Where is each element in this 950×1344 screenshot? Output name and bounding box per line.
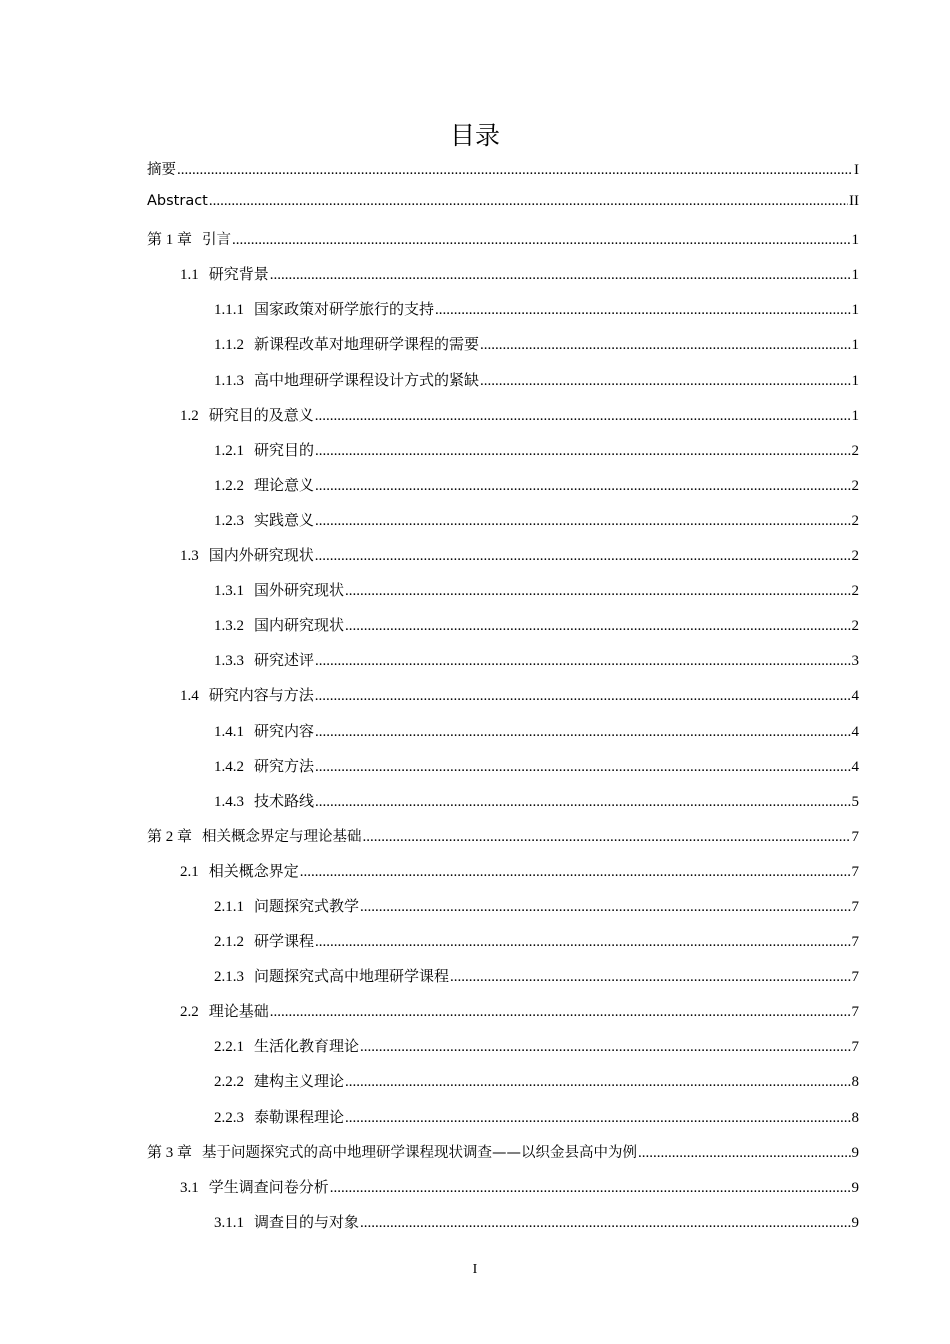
toc-entry[interactable] xyxy=(147,263,859,298)
toc-entry-number: 第 3 章 xyxy=(147,1144,193,1161)
toc-entry-page: I xyxy=(854,162,859,178)
toc-entry[interactable] xyxy=(147,825,859,860)
toc-entry-page: 4 xyxy=(851,688,859,705)
toc-entry-page: 9 xyxy=(851,1179,859,1196)
toc-entry-page: 1 xyxy=(851,372,859,389)
toc-entry-label xyxy=(214,965,449,986)
dot-leader xyxy=(345,1074,850,1091)
toc-entry-text: 实践意义 xyxy=(254,512,315,529)
toc-entry-text: 技术路线 xyxy=(254,793,315,810)
toc-entry[interactable] xyxy=(147,684,859,719)
toc-entry-number: 2.1.2 xyxy=(214,934,244,951)
toc-entry-text: 问题探究式教学 xyxy=(254,898,360,915)
toc-entry-number: 1.4 xyxy=(180,688,199,705)
toc-entry-page: 7 xyxy=(851,1039,859,1056)
dot-leader xyxy=(360,1039,850,1056)
toc-entry-label xyxy=(180,1176,329,1197)
toc-entry-number: 2.2 xyxy=(180,1004,199,1021)
dot-leader xyxy=(638,1145,850,1162)
toc-entry-number: 1.3.2 xyxy=(214,618,244,635)
toc-entry-label xyxy=(147,193,208,209)
toc-entry-label xyxy=(214,1106,344,1127)
toc-entry-label xyxy=(214,509,314,530)
toc-title: 目录 xyxy=(449,121,500,150)
toc-entry-page: 1 xyxy=(851,407,859,424)
toc-entry-number: 1.3.1 xyxy=(214,583,244,600)
toc-entry-page: 9 xyxy=(851,1144,859,1161)
toc-entry-label xyxy=(214,1070,344,1091)
dot-leader xyxy=(360,1215,850,1232)
toc-entry-number: 1.1.3 xyxy=(214,372,244,389)
toc-entry-number: 1.4.3 xyxy=(214,793,244,810)
dot-leader xyxy=(315,759,850,776)
toc-entry-label xyxy=(214,1211,359,1232)
toc-entry-label xyxy=(214,298,434,319)
dot-leader xyxy=(300,864,851,881)
toc-entry-text: 研究方法 xyxy=(254,758,315,775)
toc-entry-text: 国外研究现状 xyxy=(254,583,345,600)
toc-entry-label xyxy=(214,649,314,670)
toc-entry-label xyxy=(180,684,314,705)
toc-entry-page: 1 xyxy=(851,267,859,284)
toc-entry-page: 4 xyxy=(851,723,859,740)
toc-entry-page: 4 xyxy=(851,758,859,775)
toc-entry-number: 1.4.1 xyxy=(214,723,244,740)
dot-leader xyxy=(270,267,851,284)
toc-entry-text: 研学课程 xyxy=(254,934,315,951)
toc-entry-text: 研究背景 xyxy=(208,267,269,284)
toc-entry[interactable] xyxy=(147,298,859,333)
toc-entry[interactable] xyxy=(147,369,859,404)
dot-leader xyxy=(360,899,850,916)
toc-entry-label xyxy=(214,720,314,741)
dot-leader xyxy=(315,443,850,460)
toc-entry-label xyxy=(180,1000,269,1021)
toc-entry-label xyxy=(214,930,314,951)
toc-entry[interactable] xyxy=(147,1000,859,1035)
toc-entry-label xyxy=(214,579,344,600)
toc-entry-number: 2.2.1 xyxy=(214,1039,244,1056)
toc-entry-text: 生活化教育理论 xyxy=(254,1039,360,1056)
toc-entry-page: 7 xyxy=(851,934,859,951)
toc-entry-number: 第 2 章 xyxy=(147,828,193,845)
toc-entry[interactable] xyxy=(147,1070,859,1105)
toc-entry-label xyxy=(147,825,362,846)
toc-entry-text: 国内外研究现状 xyxy=(208,548,314,565)
dot-leader xyxy=(363,829,851,846)
toc-entry-text: 国内研究现状 xyxy=(254,618,345,635)
toc-entry-number: 1.1.1 xyxy=(214,302,244,319)
toc-entry-number: 3.1 xyxy=(180,1179,199,1196)
toc-entry-label xyxy=(180,544,314,565)
toc-entry-text: 理论基础 xyxy=(208,1004,269,1021)
dot-leader xyxy=(177,162,853,179)
toc-entry-text: Abstract xyxy=(147,193,208,210)
dot-leader xyxy=(315,653,850,670)
toc-entry-number: 1.2.1 xyxy=(214,442,244,459)
toc-entry-label xyxy=(214,895,359,916)
toc-entry-page: 2 xyxy=(851,618,859,635)
dot-leader xyxy=(345,1110,850,1127)
toc-entry-number: 1.2.2 xyxy=(214,477,244,494)
toc-entry-number: 1.1 xyxy=(180,267,199,284)
dot-leader xyxy=(232,232,850,249)
toc-entry-text: 泰勒课程理论 xyxy=(254,1109,345,1126)
dot-leader xyxy=(435,302,850,319)
toc-entry-number: 1.3.3 xyxy=(214,653,244,670)
toc-entry-label xyxy=(180,404,314,425)
toc-entry-label xyxy=(214,369,479,390)
toc-entry-number: 3.1.1 xyxy=(214,1214,244,1231)
toc-entry[interactable] xyxy=(147,790,859,825)
toc-entry[interactable] xyxy=(147,895,859,930)
toc-entry-page: 7 xyxy=(851,863,859,880)
toc-entry-text: 国家政策对研学旅行的支持 xyxy=(254,302,435,319)
toc-entry-label xyxy=(214,439,314,460)
toc-entry[interactable] xyxy=(147,930,859,965)
toc-entry-number: 2.2.3 xyxy=(214,1109,244,1126)
toc-entry-number: 1.3 xyxy=(180,548,199,565)
toc-entry-text: 相关概念界定 xyxy=(208,863,299,880)
toc-entry-number: 1.4.2 xyxy=(214,758,244,775)
toc-entry[interactable] xyxy=(147,755,859,790)
toc-entry-page: 1 xyxy=(851,302,859,319)
toc-entry[interactable] xyxy=(147,720,859,755)
toc-entry-page: 5 xyxy=(851,793,859,810)
toc-entry-page: 9 xyxy=(851,1214,859,1231)
toc-entry[interactable] xyxy=(147,965,859,1000)
toc-entry-number: 2.1.1 xyxy=(214,898,244,915)
dot-leader xyxy=(480,337,850,354)
page-number: I xyxy=(472,1262,478,1277)
dot-leader xyxy=(315,408,851,425)
toc-entry[interactable] xyxy=(147,579,859,614)
toc-entry-text: 相关概念界定与理论基础 xyxy=(202,828,362,845)
toc-entry-number: 1.2 xyxy=(180,407,199,424)
toc-entry-text: 研究内容 xyxy=(254,723,315,740)
toc-entry-text: 建构主义理论 xyxy=(254,1074,345,1091)
toc-entry-label xyxy=(214,333,479,354)
toc-entry-text: 研究目的及意义 xyxy=(208,407,314,424)
toc-entry-page: 8 xyxy=(851,1109,859,1126)
toc-entry-number: 1.1.2 xyxy=(214,337,244,354)
toc-entry-text: 新课程改革对地理研学课程的需要 xyxy=(254,337,480,354)
toc-entry-label xyxy=(214,1035,359,1056)
toc-entry[interactable] xyxy=(147,1176,859,1211)
toc-entry-text: 理论意义 xyxy=(254,477,315,494)
toc-entry[interactable] xyxy=(147,333,859,368)
toc-entry-page: 7 xyxy=(851,898,859,915)
toc-entry-text: 引言 xyxy=(202,232,232,249)
toc-entry-label xyxy=(147,158,176,179)
toc-entry-page: 2 xyxy=(851,477,859,494)
toc-entry[interactable] xyxy=(147,509,859,544)
toc-entry[interactable] xyxy=(147,1141,859,1176)
dot-leader xyxy=(480,373,850,390)
toc-entry[interactable] xyxy=(147,193,859,228)
toc-entry-label xyxy=(214,474,314,495)
dot-leader xyxy=(450,969,850,986)
toc-entry-text: 研究述评 xyxy=(254,653,315,670)
toc-entry-page: 2 xyxy=(851,548,859,565)
toc-entry-page: 7 xyxy=(851,828,859,845)
toc-entry-text: 调查目的与对象 xyxy=(254,1214,360,1231)
toc-entry-page: 2 xyxy=(851,583,859,600)
toc-entry[interactable] xyxy=(147,649,859,684)
toc-entry[interactable] xyxy=(147,860,859,895)
toc-entry-page: 7 xyxy=(851,969,859,986)
toc-entry-text: 研究内容与方法 xyxy=(208,688,314,705)
dot-leader xyxy=(315,724,850,741)
dot-leader xyxy=(270,1004,851,1021)
toc-entry-page: 1 xyxy=(851,337,859,354)
toc-entry-page: 2 xyxy=(851,442,859,459)
toc-entry[interactable] xyxy=(147,1106,859,1141)
dot-leader xyxy=(315,794,850,811)
toc-entry-page: 1 xyxy=(851,232,859,249)
dot-leader xyxy=(315,548,851,565)
toc-entry-label xyxy=(214,755,314,776)
dot-leader xyxy=(330,1180,851,1197)
toc-entry-label xyxy=(180,860,299,881)
toc-entry[interactable] xyxy=(147,544,859,579)
toc-entry-number: 2.2.2 xyxy=(214,1074,244,1091)
dot-leader xyxy=(209,193,848,210)
toc-entry-label xyxy=(214,614,344,635)
dot-leader xyxy=(315,688,851,705)
toc-entry-number: 第 1 章 xyxy=(147,232,193,249)
toc-entry[interactable] xyxy=(147,1211,859,1246)
toc-entry-number: 2.1 xyxy=(180,863,199,880)
dot-leader xyxy=(345,583,850,600)
toc-entry-label xyxy=(147,228,231,249)
toc-entry-text: 问题探究式高中地理研学课程 xyxy=(254,969,450,986)
toc-entry-text: 学生调查问卷分析 xyxy=(208,1179,329,1196)
toc-entry-text: 研究目的 xyxy=(254,442,315,459)
dot-leader xyxy=(315,934,850,951)
toc-entry-page: 8 xyxy=(851,1074,859,1091)
toc-entry-page: 3 xyxy=(851,653,859,670)
toc-entry[interactable] xyxy=(147,404,859,439)
dot-leader xyxy=(345,618,850,635)
table-of-contents xyxy=(147,158,859,1246)
toc-entry[interactable] xyxy=(147,474,859,509)
toc-entry-label xyxy=(147,1141,637,1162)
toc-entry-page: 7 xyxy=(851,1004,859,1021)
dot-leader xyxy=(315,478,850,495)
toc-entry[interactable] xyxy=(147,228,859,263)
toc-entry[interactable] xyxy=(147,439,859,474)
toc-entry[interactable] xyxy=(147,614,859,649)
toc-entry-text: 高中地理研学课程设计方式的紧缺 xyxy=(254,372,480,389)
toc-entry-page: 2 xyxy=(851,512,859,529)
toc-entry-page: II xyxy=(849,193,859,210)
toc-entry[interactable] xyxy=(147,158,859,193)
toc-entry-text: 基于问题探究式的高中地理研学课程现状调查——以织金县高中为例 xyxy=(202,1144,638,1161)
toc-entry-number: 1.2.3 xyxy=(214,512,244,529)
toc-entry-text: 摘要 xyxy=(147,162,176,178)
toc-entry-label xyxy=(214,790,314,811)
toc-entry-label xyxy=(180,263,269,284)
toc-entry-number: 2.1.3 xyxy=(214,969,244,986)
dot-leader xyxy=(315,513,850,530)
toc-entry[interactable] xyxy=(147,1035,859,1070)
